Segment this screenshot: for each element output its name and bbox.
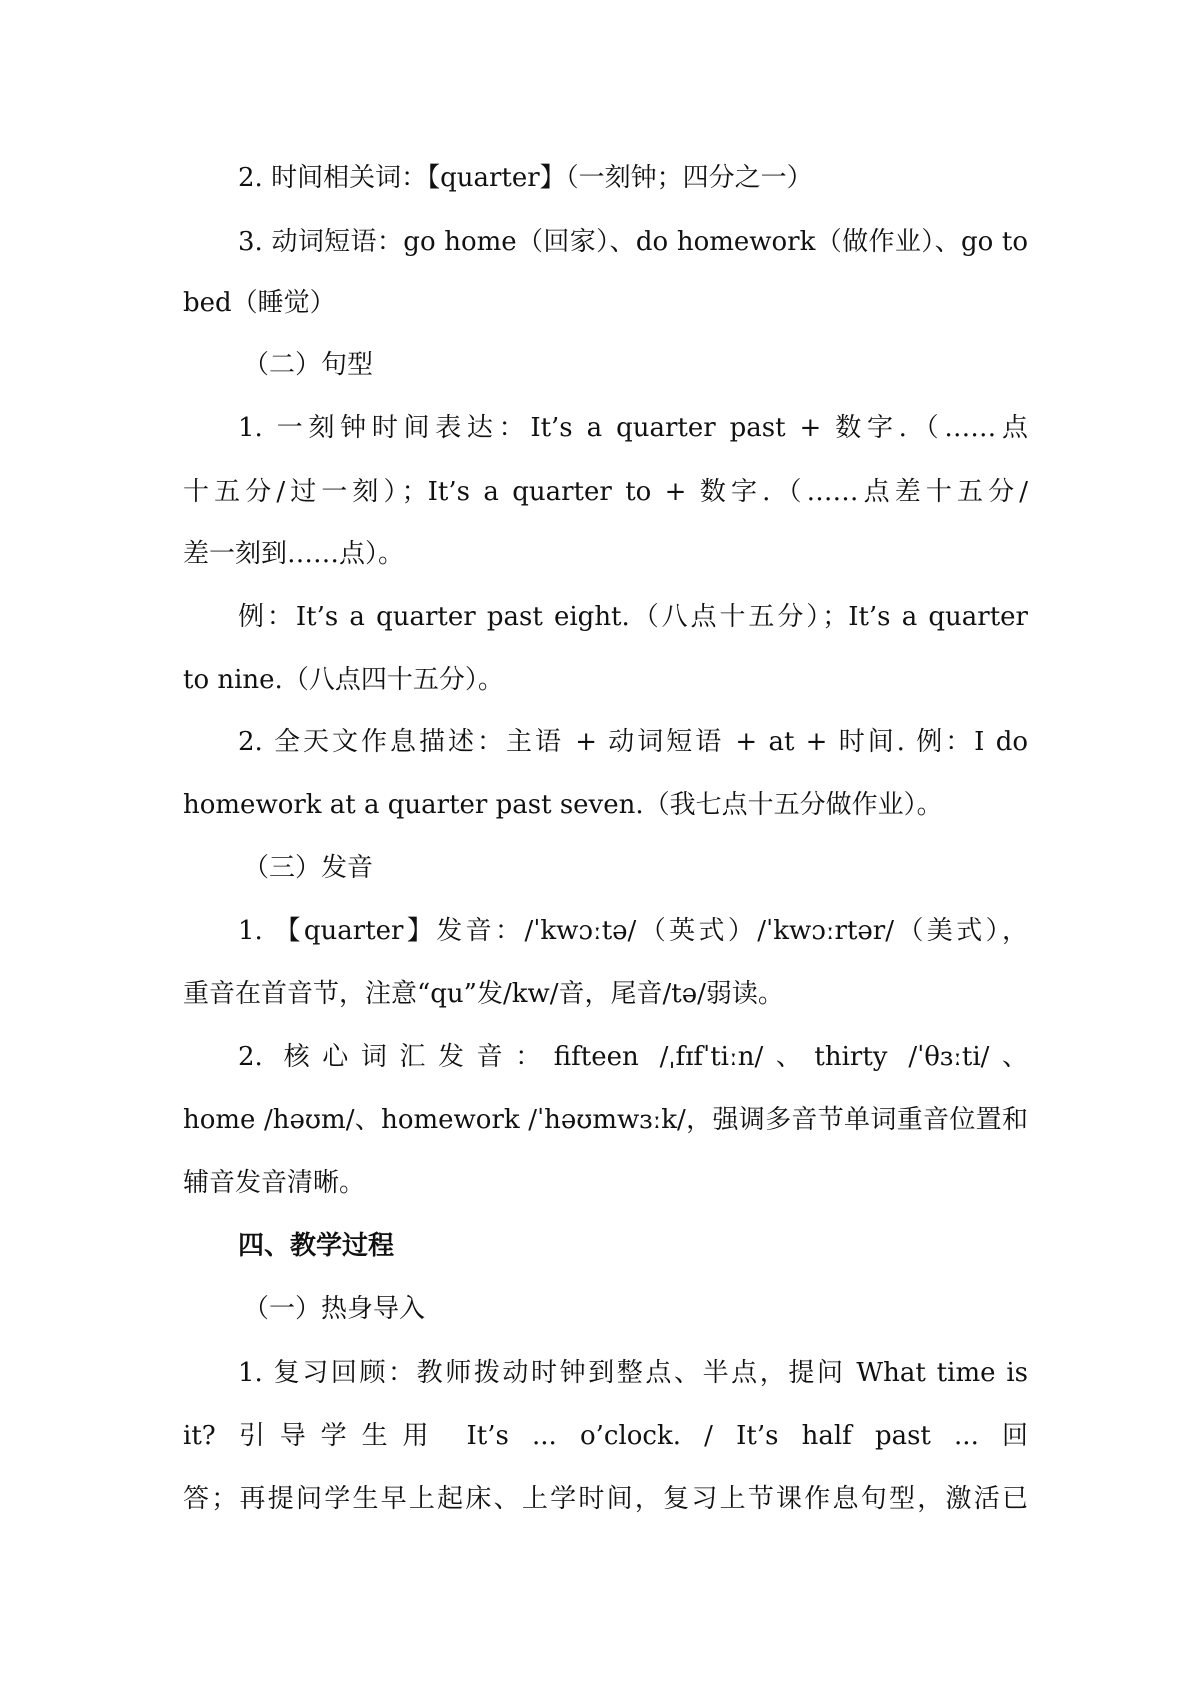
pattern-item-1: 1. 一刻钟时间表达：It’s a quarter past + 数字.（……点 <box>238 413 1028 443</box>
section-heading-teaching-process: 四、教学过程 <box>238 1231 395 1261</box>
pronunciation-item-1: 1. 【quarter】发音：/ˈkwɔːtə/（英式）/ˈkwɔːrtər/（美式）， <box>238 916 1028 946</box>
pattern-item-2: 2. 全天文作息描述：主语 + 动词短语 + at + 时间. 例：I do <box>238 727 1028 757</box>
vocab-item-2: 2. 时间相关词：【quarter】（一刻钟；四分之一） <box>238 163 813 193</box>
warm-up-item-1-continued: it? 引导学生用 It’s ... o’clock. / It’s half past ... 回 <box>183 1421 1028 1451</box>
pronunciation-item-2-end: 辅音发音清晰。 <box>183 1168 366 1198</box>
pronunciation-item-1-continued: 重音在首音节，注意“qu”发/kw/音，尾音/tə/弱读。 <box>183 979 784 1009</box>
pronunciation-item-2-continued: home /həʊm/、homework /ˈhəʊmwɜːk/，强调多音节单词重音位置和 <box>183 1105 1028 1135</box>
pattern-item-2-continued: homework at a quarter past seven.（我七点十五分做作业）。 <box>183 790 943 820</box>
pronunciation-item-2: 2. 核心词汇发音：fifteen /ˌfɪfˈtiːn/、thirty /ˈθɜːti/、 <box>238 1042 1028 1072</box>
pattern-item-1-end: 差一刻到……点）。 <box>183 539 405 569</box>
pattern-example-continued: to nine.（八点四十五分）。 <box>183 665 504 695</box>
subsection-heading-warm-up: （一）热身导入 <box>243 1294 426 1324</box>
vocab-item-3: 3. 动词短语：go home（回家）、do homework（做作业）、go to <box>238 227 1028 257</box>
pattern-item-1-continued: 十五分/过一刻）；It’s a quarter to + 数字.（……点差十五分/ <box>183 477 1028 507</box>
warm-up-item-1: 1. 复习回顾：教师拨动时钟到整点、半点，提问 What time is <box>238 1358 1028 1388</box>
warm-up-item-1-more: 答；再提问学生早上起床、上学时间，复习上节课作息句型，激活已 <box>183 1484 1028 1514</box>
section-heading-pronunciation: （三）发音 <box>243 853 374 883</box>
section-heading-sentence-patterns: （二）句型 <box>243 350 374 380</box>
vocab-item-3-continued: bed（睡觉） <box>183 288 336 318</box>
pattern-example: 例：It’s a quarter past eight.（八点十五分）；It’s a quarter <box>238 602 1028 632</box>
